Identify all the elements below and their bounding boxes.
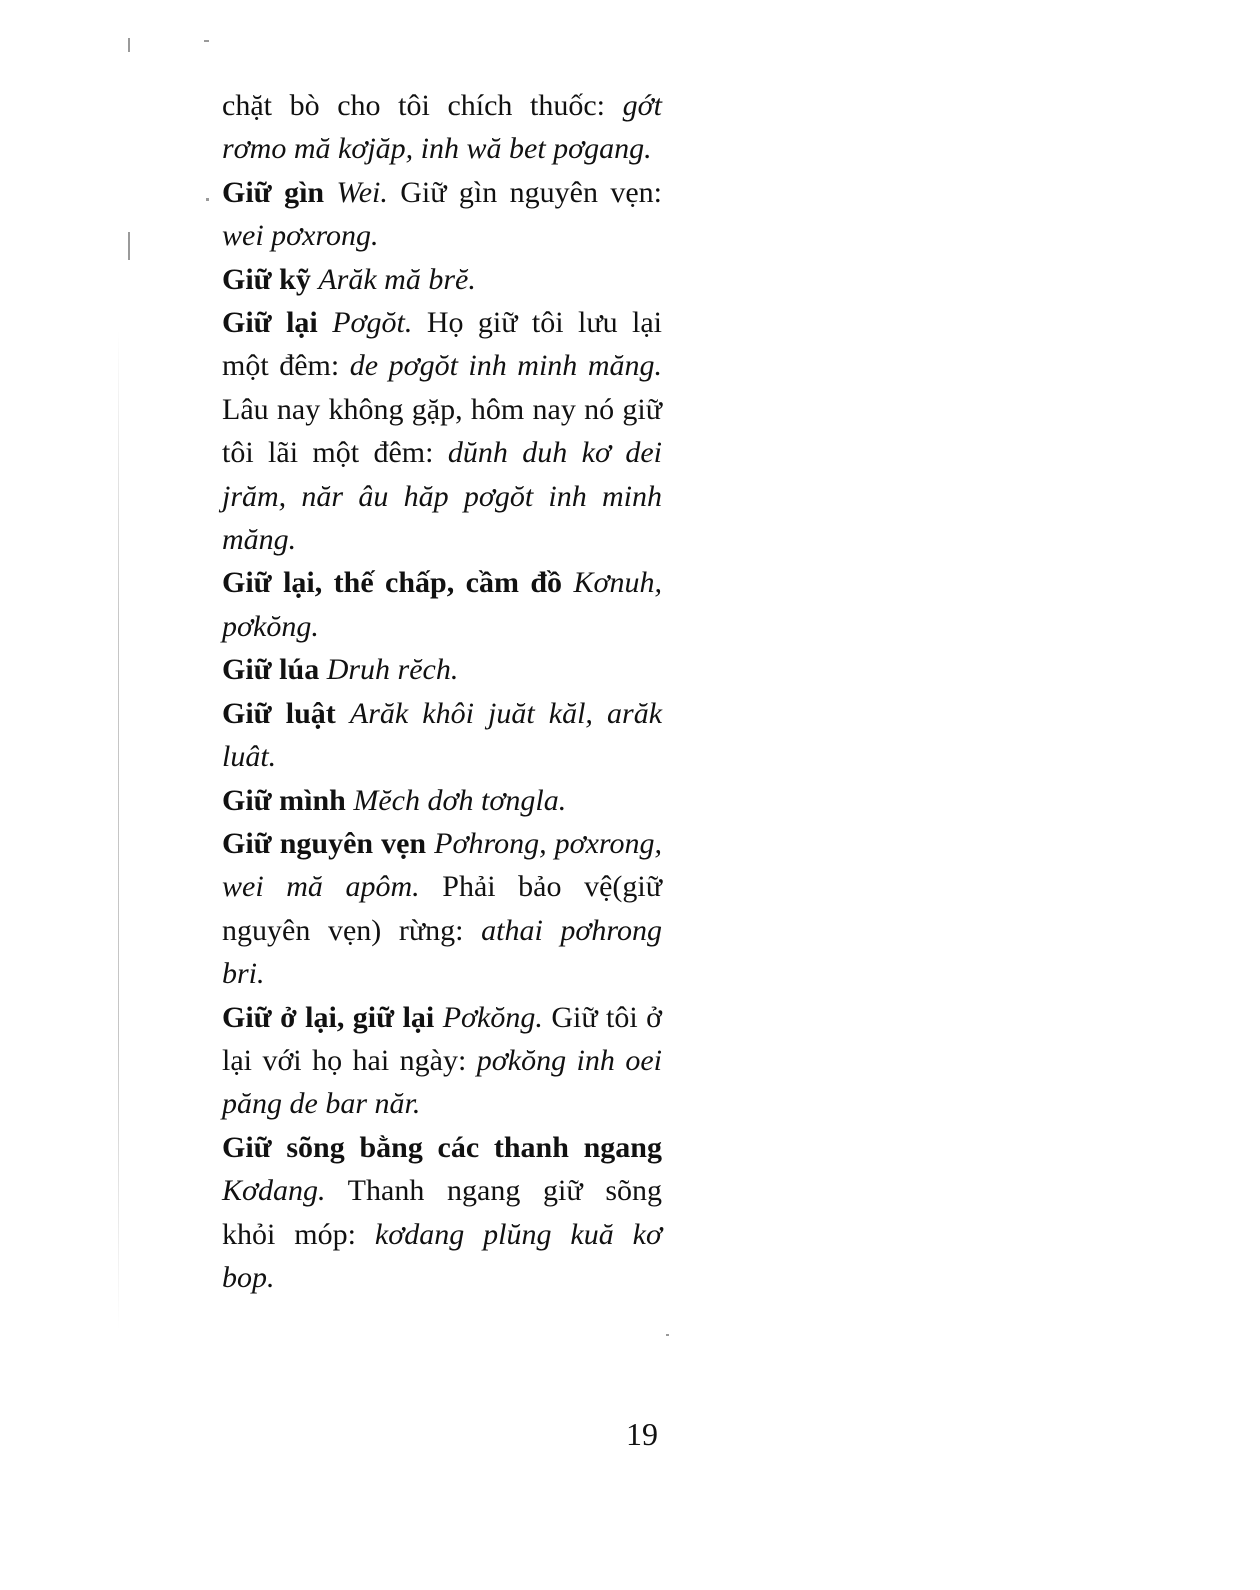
entry-headword: Giữ gìn (222, 175, 325, 209)
entry-headword: Giữ mình (222, 783, 346, 817)
scan-speck (206, 198, 209, 201)
entry-headword: Giữ lại, thế chấp, cầm đồ (222, 566, 563, 600)
dictionary-column (222, 84, 662, 1299)
dictionary-entry (222, 996, 662, 1126)
bahnar-translation: Pơkŏng. (442, 1000, 543, 1034)
entry-headword: Giữ lúa (222, 653, 320, 687)
scan-speck (204, 40, 209, 42)
dictionary-entry (222, 301, 662, 561)
dictionary-entry (222, 692, 662, 779)
dictionary-entry (222, 561, 662, 648)
entry-headword: Giữ lại (222, 306, 318, 340)
dictionary-entry (222, 84, 662, 171)
bahnar-translation: Mĕch dơh tơngla. (353, 783, 567, 817)
bahnar-translation: Druh rĕch. (326, 653, 459, 687)
dictionary-entry (222, 648, 662, 691)
entry-headword: Giữ luật (222, 696, 336, 730)
bahnar-translation: athai pơhrong bri. (222, 913, 662, 991)
bahnar-translation: Arăk khôi juăt kăl, arăk luât. (222, 696, 663, 774)
scan-speck (128, 38, 130, 52)
entry-headword: Giữ nguyên vẹn (222, 826, 427, 860)
bahnar-translation: de pơgŏt inh minh măng. (349, 349, 662, 383)
dictionary-entry (222, 1126, 662, 1300)
vietnamese-text: chặt bò cho tôi chích thuốc: (222, 89, 623, 122)
entry-headword: Giữ kỹ (222, 262, 311, 296)
bahnar-translation: wei pơxrong. (222, 219, 379, 253)
bahnar-translation: gớt rơmo mă kơjăp, inh wă bet pơgang. (222, 89, 662, 166)
entry-headword: Giữ ở lại, giữ lại (222, 1000, 435, 1034)
bahnar-translation: Arăk mă brĕ. (318, 262, 476, 296)
page-number: 19 (626, 1416, 658, 1452)
bahnar-translation: dŭnh duh kơ dei jrăm, năr âu hăp pơgŏt inh minh măng. (222, 436, 662, 557)
bahnar-translation: kơdang plŭng kuă kơ bop. (222, 1217, 662, 1294)
bahnar-translation: Kơdang. (222, 1174, 326, 1208)
bahnar-translation: Pơgŏt. (332, 306, 413, 340)
dictionary-entry (222, 171, 662, 258)
scan-speck (666, 1334, 669, 1336)
dictionary-entry (222, 779, 662, 822)
vietnamese-text: Thanh ngang giữ sõng khỏi móp: (222, 1174, 662, 1251)
bahnar-translation: Kơnuh, pơkŏng. (222, 566, 663, 643)
bahnar-translation: Pơhrong, pơxrong, wei mă apôm. (222, 826, 662, 904)
dictionary-entry (222, 822, 662, 996)
vietnamese-text: Phải bảo vệ(giữ nguyên vẹn) rừng: (222, 870, 662, 947)
vietnamese-text: Giữ gìn nguyên vẹn: (387, 175, 662, 209)
vietnamese-text: Họ giữ tôi lưu lại một đêm: (222, 306, 663, 383)
vietnamese-text: Giữ tôi ở lại với họ hai ngày: (222, 1000, 663, 1077)
bahnar-translation: pơkŏng inh oei păng de bar năr. (222, 1043, 662, 1121)
vietnamese-text: Lâu nay không gặp, hôm nay nó giữ tôi lãi một đêm: (222, 392, 662, 470)
bahnar-translation: Wei. (336, 175, 388, 209)
scan-speck (128, 232, 130, 260)
dictionary-entry (222, 258, 662, 301)
binding-shadow (118, 330, 119, 1330)
entry-headword: Giữ sõng bằng các thanh ngang (222, 1130, 662, 1164)
